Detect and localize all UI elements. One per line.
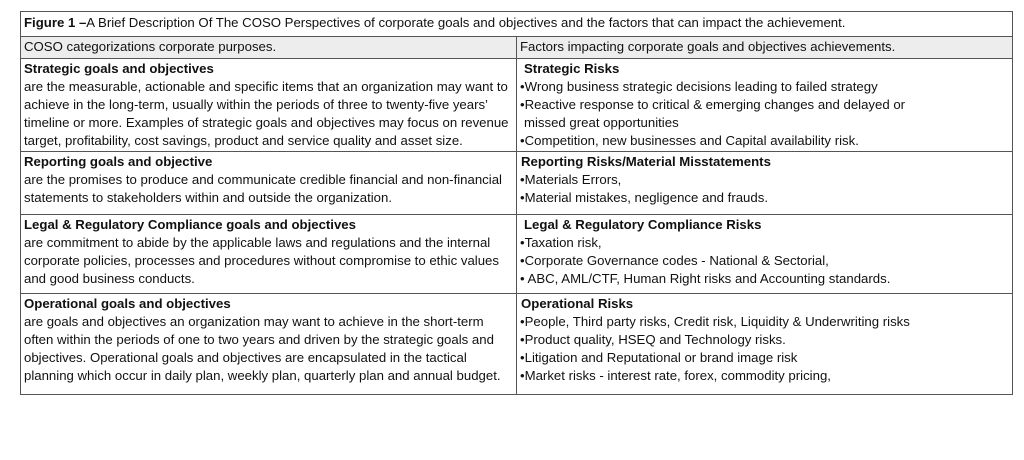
goal-text-line: achieve in the long-term, usually within the periods of three to twenty-five years’ bbox=[24, 97, 488, 112]
figure-title: A Brief Description Of The COSO Perspectives of corporate goals and objectives and the factors that can impact the achievement. bbox=[86, 15, 846, 30]
table-row-reporting bbox=[21, 152, 1013, 215]
risk-item: •Market risks - interest rate, forex, commodity pricing, bbox=[520, 368, 831, 383]
column-header-factors: Factors impacting corporate goals and objectives achievements. bbox=[517, 37, 1013, 59]
risk-title: Legal & Regulatory Compliance Risks bbox=[524, 217, 762, 232]
goal-title: Strategic goals and objectives bbox=[24, 61, 214, 76]
goal-text-line: target, profitability, cost savings, product and service quality and asset size. bbox=[24, 133, 463, 148]
table-row-strategic bbox=[21, 59, 1013, 152]
goal-text-line: statements to stakeholders within and outside the organization. bbox=[24, 190, 393, 205]
risk-item: •Competition, new businesses and Capital availability risk. bbox=[520, 133, 859, 148]
risk-item: •Litigation and Reputational or brand image risk bbox=[520, 350, 798, 365]
risk-item: •Product quality, HSEQ and Technology risks. bbox=[520, 332, 786, 347]
goal-text-line: and good business conducts. bbox=[24, 271, 195, 286]
goal-text-line: often within the periods of one to two years and driven by the strategic goals and bbox=[24, 332, 494, 347]
column-header-coso: COSO categorizations corporate purposes. bbox=[21, 37, 517, 59]
goal-title: Reporting goals and objective bbox=[24, 154, 213, 169]
goal-title: Legal & Regulatory Compliance goals and objectives bbox=[24, 217, 356, 232]
risk-cell bbox=[517, 215, 1013, 294]
goal-cell bbox=[21, 152, 517, 215]
document-figure bbox=[20, 11, 1013, 395]
risk-title: Strategic Risks bbox=[524, 61, 620, 76]
coso-table bbox=[20, 11, 1013, 395]
risk-cell bbox=[517, 294, 1013, 395]
goal-text-line: planning which occur in daily plan, weekly plan, quarterly plan and annual budget. bbox=[24, 368, 501, 383]
risk-item: •Material mistakes, negligence and frauds. bbox=[520, 190, 768, 205]
risk-item: • ABC, AML/CTF, Human Right risks and Accounting standards. bbox=[520, 271, 891, 286]
figure-label: Figure 1 – bbox=[24, 15, 87, 30]
risk-item: •Taxation risk, bbox=[520, 235, 602, 250]
goal-text-line: are the measurable, actionable and specific items that an organization may want to bbox=[24, 79, 508, 94]
goal-text-line: timeline or more. Examples of strategic goals and objectives may focus on revenue bbox=[24, 115, 509, 130]
goal-cell bbox=[21, 215, 517, 294]
goal-cell bbox=[21, 59, 517, 152]
risk-item: •Materials Errors, bbox=[520, 172, 622, 187]
goal-cell bbox=[21, 294, 517, 395]
risk-item: •People, Third party risks, Credit risk, Liquidity & Underwriting risks bbox=[520, 314, 910, 329]
risk-cell bbox=[517, 152, 1013, 215]
goal-title: Operational goals and objectives bbox=[24, 296, 231, 311]
risk-cell bbox=[517, 59, 1013, 152]
figure-caption bbox=[21, 12, 1013, 37]
goal-text-line: objectives. Operational goals and objectives are encapsulated in the tactical bbox=[24, 350, 467, 365]
goal-text-line: are the promises to produce and communicate credible financial and non-financial bbox=[24, 172, 502, 187]
goal-text-line: are commitment to abide by the applicable laws and regulations and the internal bbox=[24, 235, 491, 250]
risk-item: •Reactive response to critical & emerging changes and delayed or bbox=[520, 97, 906, 112]
goal-text-line: corporate policies, processes and procedures without compromise to ethic values bbox=[24, 253, 499, 268]
risk-item: •Wrong business strategic decisions leading to failed strategy bbox=[520, 79, 878, 94]
title-row bbox=[21, 12, 1013, 37]
risk-title: Reporting Risks/Material Misstatements bbox=[521, 154, 771, 169]
table-row-operational bbox=[21, 294, 1013, 395]
header-row bbox=[21, 37, 1013, 59]
goal-text-line: are goals and objectives an organization may want to achieve in the short-term bbox=[24, 314, 484, 329]
risk-item: •Corporate Governance codes - National & Sectorial, bbox=[520, 253, 829, 268]
risk-title: Operational Risks bbox=[521, 296, 634, 311]
table-row-compliance bbox=[21, 215, 1013, 294]
risk-item: missed great opportunities bbox=[524, 115, 679, 130]
